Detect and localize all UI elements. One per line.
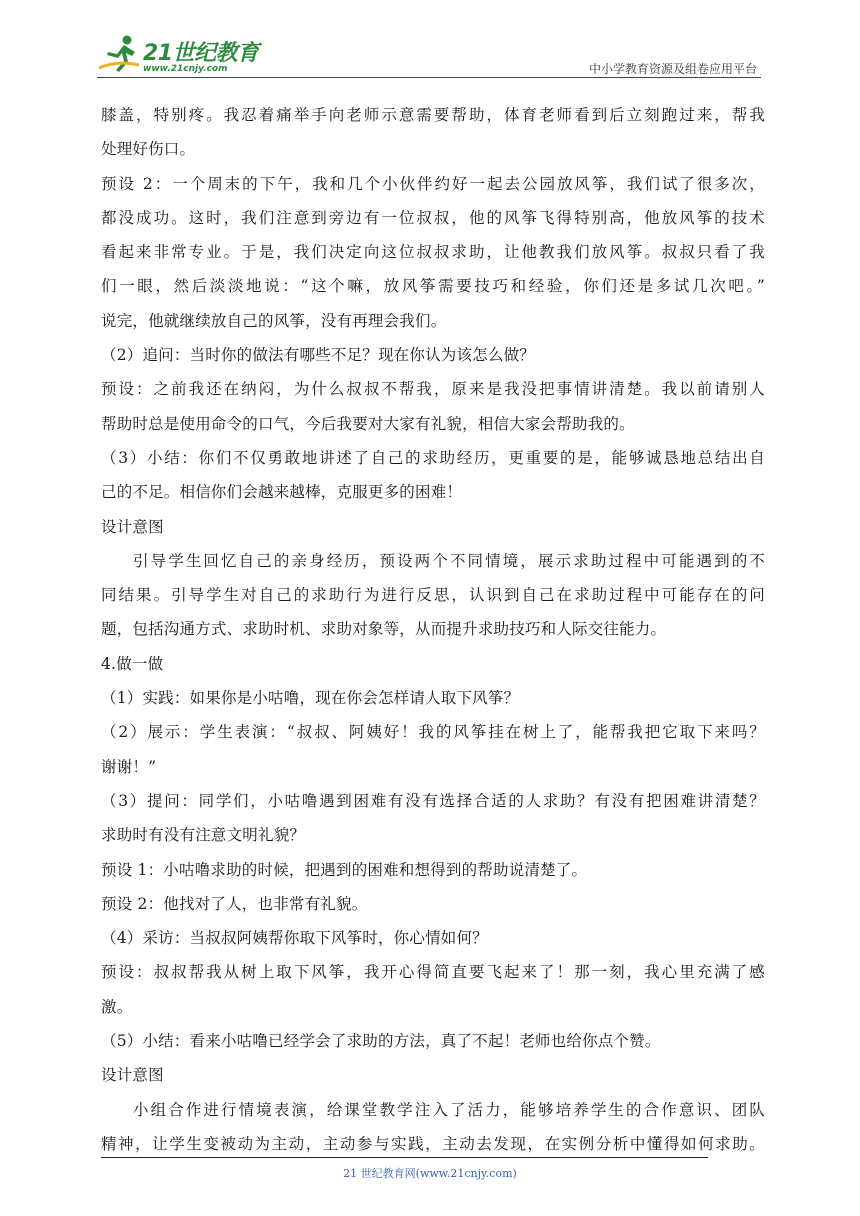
text-line: 预设 1：小咕噜求助的时候，把遇到的困难和想得到的帮助说清楚了。 [101, 860, 588, 879]
runner-logo-icon [97, 34, 141, 74]
text-line: 说完，他就继续放自己的风筝，没有再理会我们。 [101, 311, 447, 330]
text-line: 处理好伤口。 [101, 140, 196, 159]
text-line: 小组合作进行情境表演，给课堂教学注入了活力，能够培养学生的合作意识、团队 [133, 1100, 765, 1119]
text-line: 帮助时总是使用命令的口气，今后我要对大家有礼貌，相信大家会帮助我的。 [101, 414, 635, 433]
text-line: （3）提问：同学们，小咕噜遇到困难有没有选择合适的人求助？有没有把困难讲清楚？ [101, 791, 765, 810]
text-line: 预设 2：他找对了人，也非常有礼貌。 [101, 894, 368, 913]
text-line: （4）采访：当叔叔阿姨帮你取下风筝时，你心情如何？ [101, 929, 488, 948]
text-line: （2）追问：当时你的做法有哪些不足？现在你认为该怎么做？ [101, 346, 535, 365]
site-logo[interactable] [97, 34, 267, 78]
logo-url: www.21cnjy.com [143, 64, 228, 74]
text-line: 膝盖，特别疼。我忍着痛举手向老师示意需要帮助，体育老师看到后立刻跑过来，帮我 [101, 106, 765, 124]
text-line: 精神，让学生变被动为主动，主动参与实践，主动去发现，在实例分析中懂得如何求助。 [101, 1134, 765, 1153]
text-line: 都没成功。这时，我们注意到旁边有一位叔叔，他的风筝飞得特别高，他放风筝的技术 [101, 208, 765, 227]
section-heading: 4.做一做 [101, 654, 164, 673]
text-line: 题，包括沟通方式、求助时机、求助对象等，从而提升求助技巧和人际交往能力。 [101, 620, 667, 639]
header-divider [97, 77, 761, 78]
text-line: 看起来非常专业。于是，我们决定向这位叔叔求助，让他教我们放风筝。叔叔只看了我 [101, 243, 765, 262]
document-body [101, 98, 765, 1161]
text-line: 引导学生回忆自己的亲身经历，预设两个不同情境，展示求助过程中可能遇到的不 [133, 551, 765, 570]
text-line: 们一眼，然后淡淡地说：“这个嘛，放风筝需要技巧和经验，你们还是多试几次吧。” [101, 277, 765, 296]
text-line: 己的不足。相信你们会越来越棒，克服更多的困难！ [101, 483, 463, 502]
text-line: 同结果。引导学生对自己的求助行为进行反思，认识到自己在求助过程中可能存在的问 [101, 586, 765, 605]
text-line: （1）实践：如果你是小咕噜，现在你会怎样请人取下风筝？ [101, 689, 520, 708]
footer-link[interactable]: 21 世纪教育网(www.21cnjy.com) [343, 1167, 517, 1180]
text-line: 预设：叔叔帮我从树上取下风筝，我开心得简直要飞起来了！那一刻，我心里充满了感 [101, 963, 765, 982]
text-line: 谢谢！” [101, 757, 157, 776]
footer-divider [101, 1157, 708, 1158]
section-heading: 设计意图 [101, 1066, 164, 1085]
text-line: （2）展示：学生表演：“叔叔、阿姨好！我的风筝挂在树上了，能帮我把它取下来吗？ [101, 723, 765, 742]
text-line: （5）小结：看来小咕噜已经学会了求助的方法，真了不起！老师也给你点个赞。 [101, 1032, 661, 1051]
platform-name: 中小学教育资源及组卷应用平台 [588, 62, 757, 76]
text-line: 求助时有没有注意文明礼貌？ [101, 826, 306, 845]
logo-text: 21世纪教育 [143, 41, 259, 66]
text-line: 预设 2：一个周末的下午，我和几个小伙伴约好一起去公园放风筝，我们试了很多次， [101, 174, 765, 193]
page-header [97, 30, 761, 82]
text-line: （3）小结：你们不仅勇敢地讲述了自己的求助经历，更重要的是，能够诚恳地总结出自 [101, 448, 765, 467]
text-line: 激。 [101, 997, 133, 1016]
text-line: 预设：之前我还在纳闷，为什么叔叔不帮我，原来是我没把事情讲清楚。我以前请别人 [101, 380, 765, 399]
section-heading: 设计意图 [101, 517, 164, 536]
